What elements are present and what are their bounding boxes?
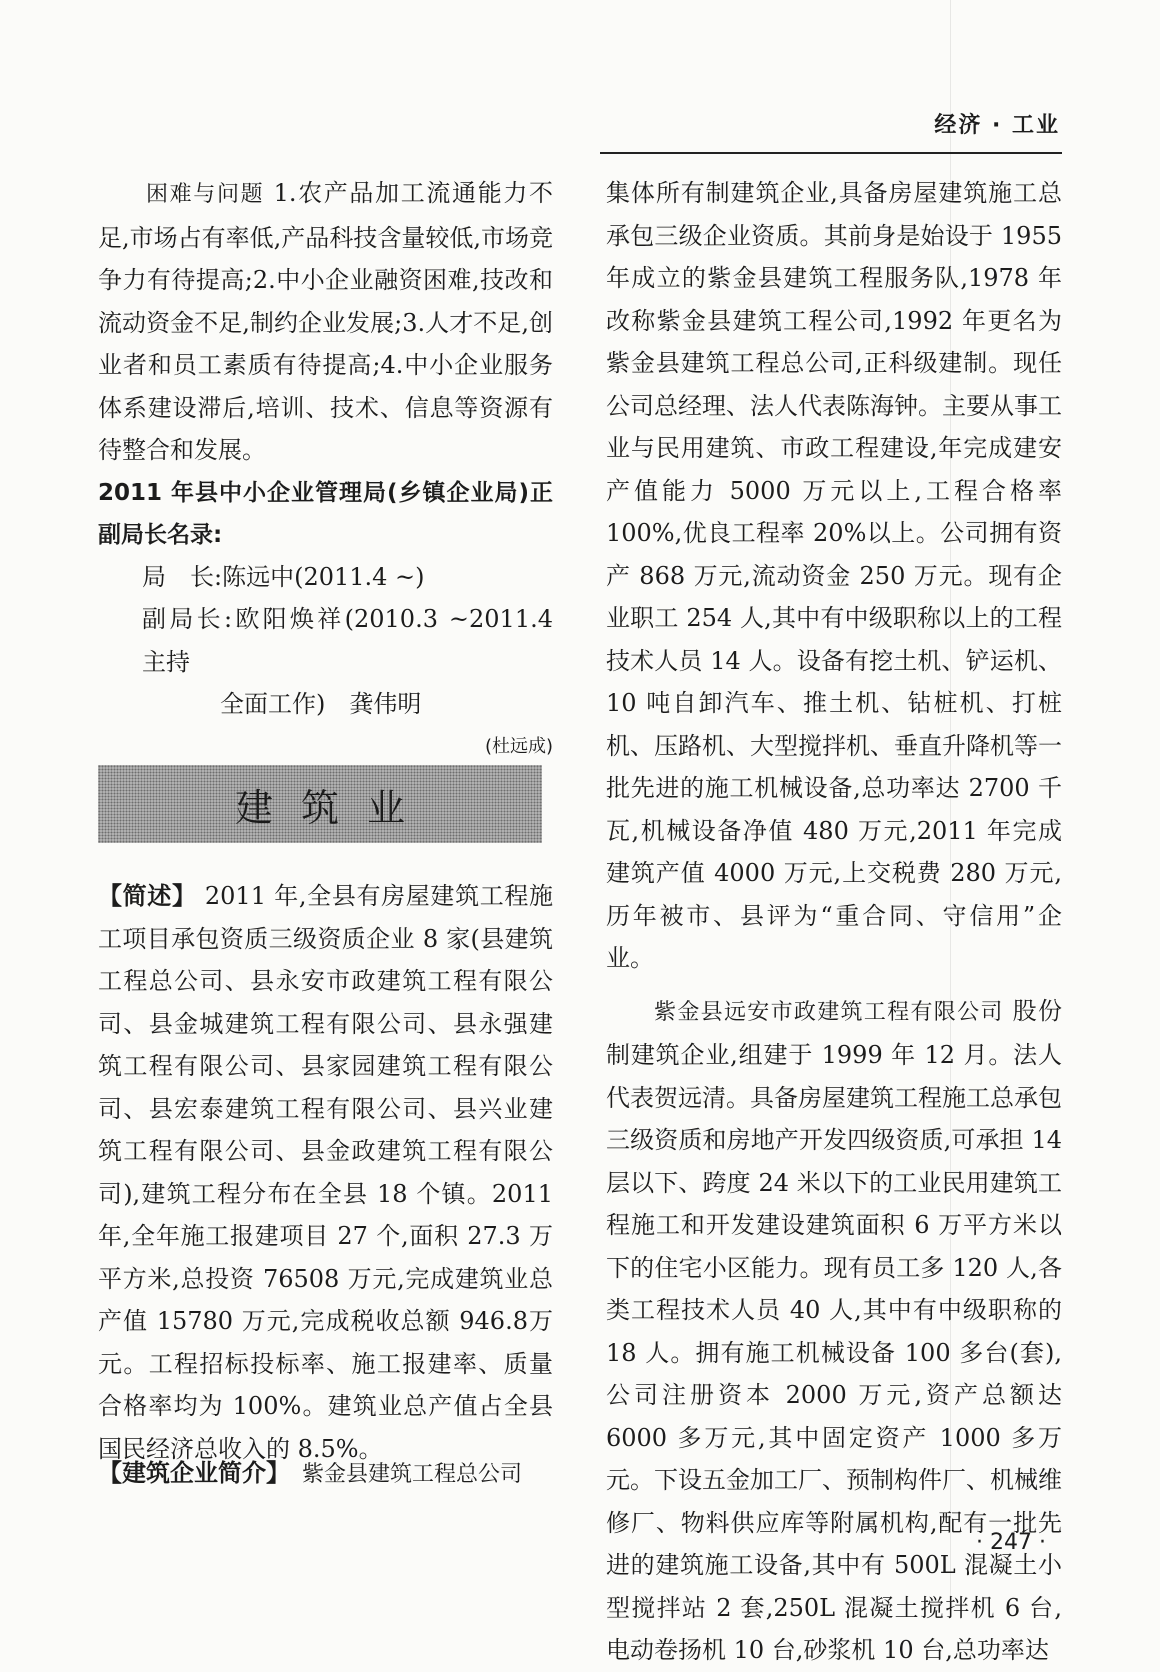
- summary-lead: 【简述】: [98, 882, 197, 910]
- left-column-top: [98, 172, 553, 768]
- intro-lead: 【建筑企业简介】: [98, 1459, 278, 1487]
- difficulties-text: 1.农产品加工流通能力不足,市场占有率低,产品科技含量较低,市场竞争力有待提高;2.中小企业融资困难,技改和流动资金不足,制约企业发展;3.人才不足,创业者和员工素质有待提高;4.中小企业服务体系建设滞后,培训、技术、信息等资源有待整合和发展。: [98, 179, 553, 464]
- section-banner: [98, 765, 542, 843]
- deputy-entry-continued: 全面工作) 龚伟明: [220, 690, 422, 718]
- intro-paragraph: [98, 1452, 553, 1497]
- running-header: 经济 · 工业: [934, 113, 1060, 138]
- author-signature: (杜远成): [484, 735, 553, 757]
- company1-name: 紫金县建筑工程总公司: [302, 1462, 523, 1487]
- summary-text: 2011 年,全县有房屋建筑工程施工项目承包资质三级资质企业 8 家(县建筑工程总公司、县永安市政建筑工程有限公司、县金城建筑工程有限公司、县永强建筑工程有限公司、县家园建筑工程有限公司、县宏泰建筑工程有限公司、县兴业建筑工程有限公司、县金政建筑工程有限公司),建筑工程分布在全县 18 个镇。2011 年,全年施工报建项目 27 个,面积 27.3 万平方米,总投资 76508 万元,完成建筑业总产值 15780 万元,完成税收总额 946.8万元。工程招标投标率、施工报建率、质量合格率均为 100%。建筑业总产值占全县国民经济总收入的 8.5%。: [98, 882, 554, 1463]
- left-column-intro: [98, 1452, 553, 1497]
- company1-paragraph: 集体所有制建筑企业,具备房屋建筑施工总承包三级企业资质。其前身是始设于 1955 年成立的紫金县建筑工程服务队,1978 年改称紫金县建筑工程公司,1992 年更名为紫金县建筑工程总公司,正科级建制。现任公司总经理、法人代表陈海钟。主要从事工业与民用建筑、市政工程建设,年完成建安产值能力 5000 万元以上,工程合格率 100%,优良工程率 20%以上。公司拥有资产 868 万元,流动资金 250 万元。现有企业职工 254 人,其中有中级职称以上的工程技术人员 14 人。设备有挖土机、铲运机、10 吨自卸汽车、推土机、钻桩机、打桩机、压路机、大型搅拌机、垂直升降机等一批先进的施工机械设备,总功率达 2700 千瓦,机械设备净值 480 万元,2011 年完成建筑产值 4000 万元,上交税费 280 万元,历年被市、县评为“重合同、守信用”企业。: [606, 179, 1062, 972]
- page-number: · 247 ·: [976, 1530, 1046, 1555]
- difficulties-lead: 困难与问题: [146, 182, 265, 207]
- section-title: 建筑业: [234, 785, 433, 830]
- summary-paragraph: [98, 875, 553, 1470]
- company2-name: 紫金县远安市政建筑工程有限公司: [654, 999, 1004, 1025]
- header-rule: [600, 152, 1062, 154]
- company2-text: 股份制建筑企业,组建于 1999 年 12 月。法人代表贺远清。具备房屋建筑工程施工总承包三级资质和房地产开发四级资质,可承担 14 层以下、跨度 24 米以下的工业民用建筑工程施工和开发建设建筑面积 6 万平方米以下的住宅小区能力。现有员工多 120 人,各类工程技术人员 40 人,其中有中级职称的 18 人。拥有施工机械设备 100 多台(套),公司注册资本 2000 万元,资产总额达 6000 多万元,其中固定资产 1000 多万元。下设五金加工厂、预制构件厂、机械维修厂、物料供应库等附属机构,配有一批先进的建筑施工设备,其中有 500L 混凝土小型搅拌站 2 套,250L 混凝土搅拌机 6 台,电动卷扬机 10 台,砂浆机 10 台,总功率达: [606, 996, 1062, 1664]
- officials-list-heading: 2011 年县中小企业管理局(乡镇企业局)正副局长名录:: [98, 479, 553, 548]
- left-column-summary: [98, 875, 553, 1470]
- deputy-entry: 副局长:欧阳焕祥(2010.3 ~2011.4 主持: [142, 605, 553, 676]
- right-column: [606, 172, 1062, 1672]
- director-entry: 局 长:陈远中(2011.4 ~): [142, 562, 425, 591]
- company2-paragraph: [606, 990, 1062, 1672]
- difficulties-paragraph: [98, 172, 553, 472]
